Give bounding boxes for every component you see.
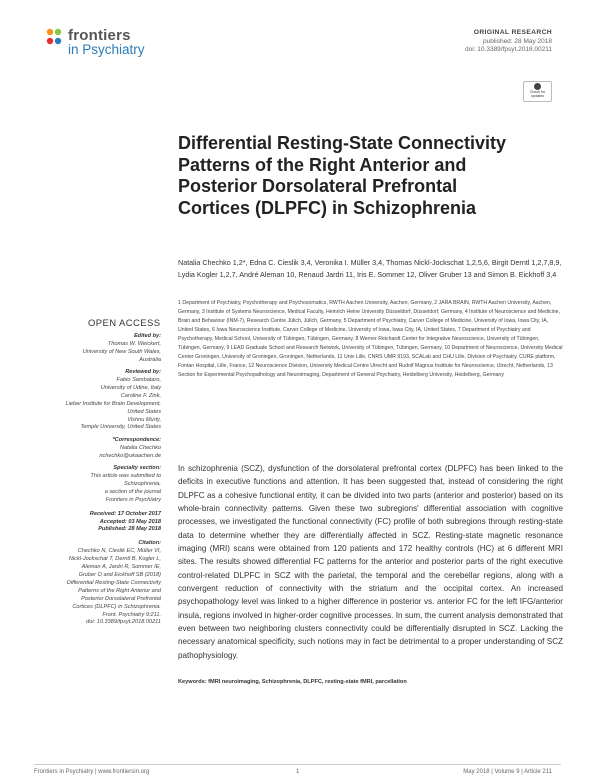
citation-line: Front. Psychiatry 9:211. [102, 611, 161, 618]
citation-line: Patterns of the Right Anterior and [78, 587, 161, 594]
published-date: published: 28 May 2018 [482, 37, 552, 45]
open-access-label: OPEN ACCESS [88, 318, 161, 329]
specialty-section-line: a section of the journal [104, 488, 161, 495]
footer-journal-link[interactable]: Frontiers in Psychiatry | www.frontiersin.org [34, 769, 150, 775]
author-list: Natalia Chechko 1,2*, Edna C. Cieslik 3,4, Veronika I. Müller 3,4, Thomas Nickl-Jockschat 1,2,5,6, Birgit Derntl 1,2,7,8,9, Lydia Kogler 1,2,7, André Aleman 10, Renaud Jardri 11, Iris E. Sommer 12, Oliver Gruber 13 and Simon B. Eickhoff 3,4 [178, 258, 562, 280]
doi-link[interactable]: doi: 10.3389/fpsyt.2018.00211 [465, 46, 552, 53]
journal-brand-subtitle: in Psychiatry [68, 42, 145, 57]
check-updates-icon [534, 83, 541, 90]
reviewed-by-line: Lieber Institute for Brain Development, [65, 400, 161, 407]
reviewed-by-line: Fabio Sambataro, [116, 377, 161, 384]
page-number: 1 [296, 769, 300, 775]
check-updates-label: Check for updates [529, 90, 546, 98]
correspondence-email-link[interactable]: nchechko@ukaachen.de [99, 452, 161, 459]
received-date: Received: 17 October 2017 [89, 510, 161, 517]
footer-issue-info: May 2018 | Volume 9 | Article 211 [463, 769, 552, 775]
reviewed-by-line: Caroline F. Zink, [120, 392, 161, 399]
citation-heading: Citation: [138, 540, 161, 547]
citation-line: Posterior Dorsolateral Prefrontal [81, 595, 161, 602]
reviewed-by-line: Temple University, United States [80, 424, 161, 431]
specialty-section-line: Schizophrenia, [123, 480, 161, 487]
frontiers-logo-icon [44, 27, 64, 47]
check-for-updates-button[interactable] [523, 81, 552, 102]
journal-brand-name: frontiers [68, 27, 131, 44]
keywords-label: Keywords: [178, 679, 207, 685]
citation-line: Gruber O and Eickhoff SB (2018) [78, 571, 161, 578]
citation-line: Aleman A, Jardri R, Sommer IE, [81, 564, 161, 571]
affiliations: 1 Department of Psychiatry, Psychotherapy and Psychosomatics, RWTH Aachen University, Aachen, Germany, 2 JARA BRAIN, RWTH Aachen University, Aachen, Germany, 3 Institute of Systems Neuroscience, Medical Faculty, Heinrich Heine University Düsseldorf, Düsseldorf, Germany, 4 Institute of Neuroscience and Medicine, Brain and Behaviour (INM-7), Research Centre Jülich, Jülich, Germany, 5 Department of Psychiatry, Carver College of Medicine, University of Iowa, Iowa City, IA, United States, 6 Iowa Neuroscience Institute, Carver College of Medicine, University of Iowa, Iowa City, IA, United States, 7 Department of Psychiatry and Psychotherapy, Medical School, University of Tübingen, Tübingen, Germany, 8 Werner Reichardt Center for Integrative Neuroscience, University of Tübingen, Tübingen, Germany, 9 LEAD Graduate School and Research Network, University of Tübingen, Tübingen, Germany, 10 Department of Neuroscience, University Medical Center Groningen, University of Groningen, Groningen, Netherlands, 11 Univ Lille, CNRS UMR 9193, SCALab and CHU Lille, Division of Psychiatry, CURE platform, Fontan Hospital, Lille, France, 12 Neuroscience Division, University Medical Centre Utrecht and Rudolf Magnus Institute for Neuroscience, Utrecht, Netherlands, 13 Section for Experimental Psychopathology and Neuroimaging, Department of General Psychiatry, Heidelberg University, Heidelberg, Germany [178, 300, 563, 378]
citation-line: Nickl-Jockschat T, Derntl B, Kogler L, [68, 556, 161, 563]
article-meta [465, 29, 552, 55]
reviewed-by-line: University of Udine, Italy [100, 384, 161, 391]
edited-by-line: Thomas W. Weickert, [107, 340, 161, 347]
citation-line: Chechko N, Cieslik EC, Müller VI, [77, 548, 161, 555]
footer-divider [34, 764, 561, 765]
published-date-sidebar: Published: 28 May 2018 [98, 526, 161, 533]
abstract-text: In schizophrenia (SCZ), dysfunction of the dorsolateral prefrontal cortex (DLPFC) has been linked to the deficits in executive functions and attention. It has been suggested that, instead of considering the right DLPFC as a cohesive functional entity, it can be divided into two parts (anterior and posterior) based on its whole-brain connectivity patterns. Given these two subregions' differential association with cognitive processes, we investigated the functional connectivity (FC) profile of both subregions through resting-state data to determine whether they are differentially affected in SCZ. Resting-state magnetic resonance imaging (MRI) scans were obtained from 120 patients and 172 healthy controls (HC) at 6 different MRI sites. The results showed differential FC patterns for the anterior and posterior parts of the right executive control-related DLPFC in SCZ with the parietal, the temporal and the cerebellar regions, along with a convergent reduction of connectivity with the striatum and the occipital cortex. An increased psychopathology level was linked to a higher difference in posterior vs. anterior FC for the left IFG/anterior insula, regions involved in higher-order cognitive processes. In sum, the current analysis demonstrated that even between two neighboring clusters connectivity could be differentially disrupted in SCZ. Lacking the necessary anatomical specificity, such notions may in fact be detrimental to a proper understanding of SCZ pathophysiology. [178, 464, 563, 660]
keywords-list: fMRI neuroimaging, Schizophrenia, DLPFC, resting-state fMRI, parcellation [208, 679, 407, 685]
reviewed-by-line: United States [127, 408, 161, 415]
article-title: Differential Resting-State Connectivity Patterns of the Right Anterior and Posterior Dorsolateral Prefrontal Cortices (DLPFC) in Schizophrenia [178, 133, 507, 218]
citation-doi-link[interactable]: doi: 10.3389/fpsyt.2018.00211 [86, 619, 161, 626]
citation-line: Differential Resting-State Connectivity [66, 579, 161, 586]
edited-by-line: University of New South Wales, [82, 348, 161, 355]
accepted-date: Accepted: 03 May 2018 [99, 518, 161, 525]
keywords-line [178, 679, 563, 685]
correspondence-name: Natalia Chechko [119, 444, 161, 451]
edited-by-heading: Edited by: [133, 333, 161, 339]
reviewed-by-line: Vishnu Murty, [127, 416, 161, 423]
correspondence-heading: *Correspondence: [112, 436, 161, 443]
specialty-section-heading: Specialty section: [113, 465, 161, 472]
edited-by-line: Australia [139, 356, 161, 363]
article-type: ORIGINAL RESEARCH [473, 29, 552, 36]
specialty-section-line: Frontiers in Psychiatry [105, 496, 161, 503]
citation-line: Cortices (DLPFC) in Schizophrenia. [72, 603, 161, 610]
article-info-sidebar [21, 333, 161, 627]
specialty-section-line: This article was submitted to [90, 473, 161, 479]
reviewed-by-heading: Reviewed by: [125, 369, 161, 376]
